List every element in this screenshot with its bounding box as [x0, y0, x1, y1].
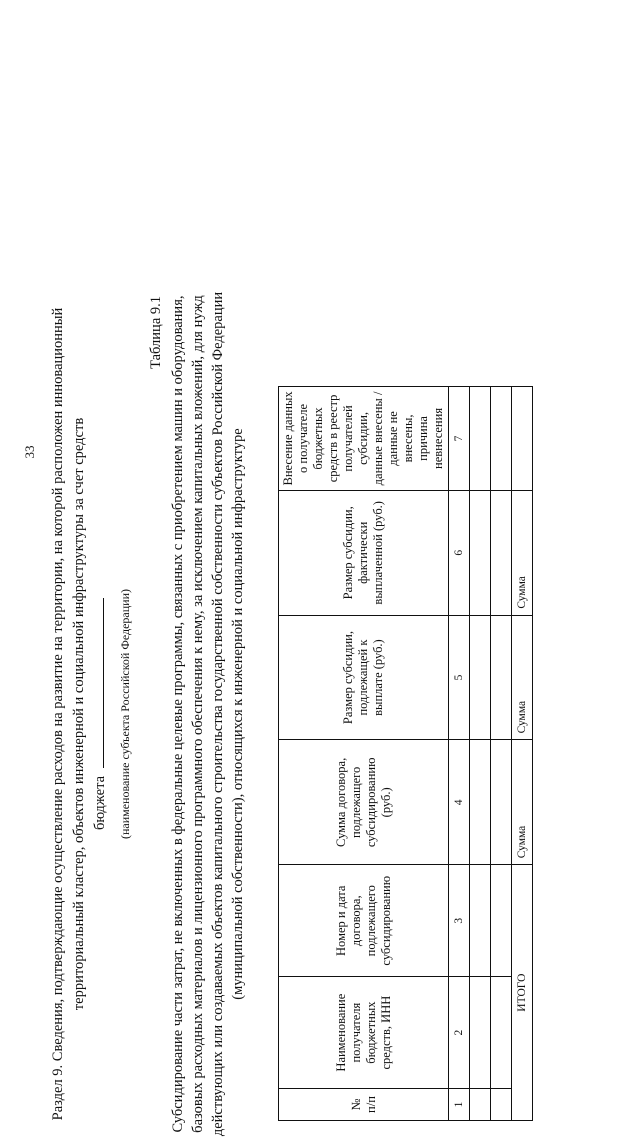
table-cell[interactable]	[470, 387, 491, 491]
table-cell[interactable]	[491, 1089, 512, 1121]
header-cell: Наименование получателя бюджетных средств, ИНН	[279, 977, 449, 1089]
subject-caption: (наименование субъекта Российской Федерации)	[118, 588, 132, 840]
table-cell[interactable]	[491, 490, 512, 615]
column-number: 7	[449, 387, 470, 491]
blank-line	[103, 598, 104, 768]
description-paragraph: Субсидирование части затрат, не включенных в федеральные целевые программы, связанных с приобретением машин и оборудования, базовых расходных материалов и лицензионного программного обеспечения к нему, за исключением капитальных вложений, для нужд действующих или создаваемых объектов капитального строительства государственной собственности субъектов Российской Федерации (муниципальной собственности), относящихся к инженерной и социальной инфраструктуре	[170, 291, 246, 1137]
column-number: 1	[449, 1089, 470, 1121]
section-title: Раздел 9. Сведения, подтверждающие осуществление расходов на развитие на территории, на которой расположен инновационный территориальный кластер, объектов инженерной и социальной инфраструктуры за счет средств	[50, 307, 87, 1121]
empty-row	[470, 387, 491, 1121]
header-cell: Размер субсидии, подлежащей к выплате (руб.)	[279, 615, 449, 740]
table-cell[interactable]	[470, 865, 491, 977]
total-sum-due: Сумма	[512, 615, 533, 740]
empty-row	[491, 387, 512, 1121]
table-cell[interactable]	[491, 740, 512, 865]
table-cell[interactable]	[491, 865, 512, 977]
header-cell: Номер и дата договора, подлежащего субсидированию	[279, 865, 449, 977]
table-cell[interactable]	[470, 1089, 491, 1121]
table-cell[interactable]	[470, 977, 491, 1089]
total-row	[512, 387, 533, 1121]
column-number: 3	[449, 865, 470, 977]
table-cell[interactable]	[470, 615, 491, 740]
table-title: Таблица 9.1	[148, 296, 164, 369]
data-table	[278, 386, 533, 1121]
column-number: 4	[449, 740, 470, 865]
total-sum-paid: Сумма	[512, 490, 533, 615]
table-cell[interactable]	[491, 387, 512, 491]
total-label: ИТОГО	[512, 865, 533, 1121]
column-number-row	[449, 387, 470, 1121]
header-cell: Сумма договора, подлежащего субсидированию (руб.)	[279, 740, 449, 865]
page-number: 33	[22, 445, 37, 459]
table-cell[interactable]	[491, 615, 512, 740]
header-cell: № п/п	[279, 1089, 449, 1121]
total-sum-contract: Сумма	[512, 740, 533, 865]
column-number: 6	[449, 490, 470, 615]
table-cell[interactable]	[512, 387, 533, 491]
table-cell[interactable]	[491, 977, 512, 1089]
header-row	[279, 387, 449, 1121]
budget-word: бюджета	[92, 775, 108, 831]
column-number: 5	[449, 615, 470, 740]
header-cell: Размер субсидии, фактически выплаченной (руб.)	[279, 490, 449, 615]
column-number: 2	[449, 977, 470, 1089]
header-cell: Внесение данных о получателе бюджетных средств в реестр получателей субсидии, данные внесены / данные не внесены, причина невнесения	[279, 387, 449, 491]
rotated-content	[48, 284, 592, 1144]
table-cell[interactable]	[470, 740, 491, 865]
budget-line	[92, 284, 109, 1144]
table-cell[interactable]	[470, 490, 491, 615]
